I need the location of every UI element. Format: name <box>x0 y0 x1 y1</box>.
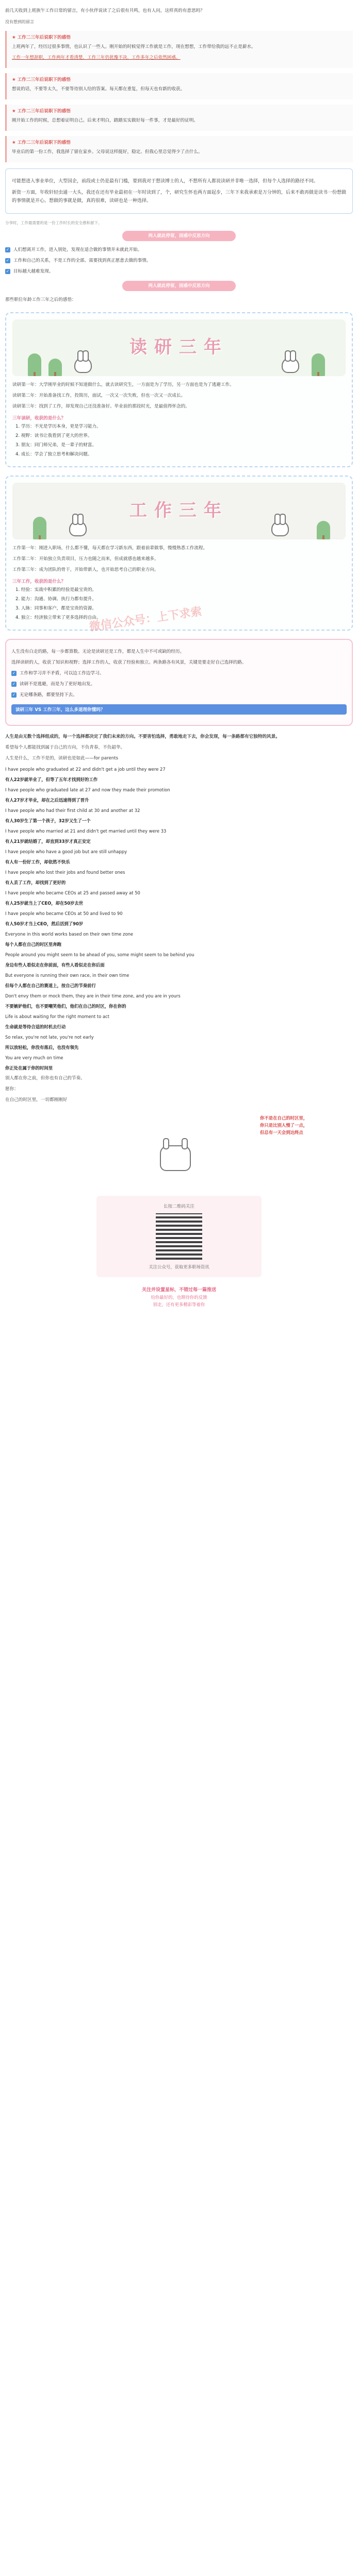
card-question: 三年读研，收获的是什么？ <box>12 416 66 421</box>
quote-block-2 <box>5 73 353 99</box>
summary-paragraph: 人生没有白走的路，每一步都算数。无论是读研还是工作，都是人生中不可或缺的经历。 <box>11 649 185 654</box>
summary-banner: 读研三年 VS 工作三年，这么多道理你懂吗？ <box>11 704 347 715</box>
chinese-line: 但每个人都在自己的赛道上，按自己的节奏前行 <box>5 983 96 988</box>
summary-check: ✓ 工作和学习并不矛盾，可以边工作边学习。 <box>12 671 104 676</box>
card-paragraph: 读研第二年：开始准备找工作，投简历，面试，一次又一次失败，但也一次又一次成长。 <box>12 393 186 398</box>
bunny-icon <box>74 358 92 373</box>
bunny-icon <box>160 1145 191 1171</box>
work-banner <box>12 483 346 539</box>
card-list-item: 2. 视野：读书让我看到了更大的世界。 <box>15 433 92 438</box>
tree-icon <box>48 359 62 376</box>
chinese-line: 你正处在属于你的时间里 <box>5 1065 53 1071</box>
bunny-icon <box>69 521 87 536</box>
chinese-line: 有人27岁才毕业，却在之后迅速得到了晋升 <box>5 798 89 803</box>
ending-paragraph: 希望每个人都能找到属于自己的方向，不负青春，不负韶华。 <box>5 745 125 750</box>
quote-body: 想说的话，不要等太久，不要等待别人给的答案。每天都在重复，但每天也有新的收获。 <box>12 87 185 92</box>
english-intro: 人生是什么，工作不是的，读研也是如此——for parents <box>5 756 119 761</box>
follow-card-line: 关注公众号，获取更多职场资讯 <box>149 1264 209 1269</box>
chinese-line: 有人25岁就当上了CEO，却在50岁去世 <box>5 901 84 906</box>
tree-icon <box>33 517 46 539</box>
card-list-item: 4. 独立：经济独立带来了更多选择的自由。 <box>15 615 101 620</box>
chinese-line: 不要嫉妒他们，也不要嘲笑他们，他们在自己的时区，你在你的 <box>5 1004 126 1009</box>
check-icon: ✓ <box>6 247 10 252</box>
english-line: But everyone is running their own race, in their own time <box>5 973 129 978</box>
check-icon: ✓ <box>6 258 10 263</box>
quote-head: ★ 工作二三年后说职下的感悟 <box>12 35 71 40</box>
chinese-line: 所以放轻松，你没有落后，也没有领先 <box>5 1045 79 1050</box>
end-sign: 愿你： <box>5 1087 19 1092</box>
english-line: I have people who became CEOs at 50 and lived to 90 <box>5 911 123 916</box>
check-icon: ✓ <box>12 671 16 675</box>
english-line: I have people who married at 21 and didn't get married until they were 33 <box>5 828 167 834</box>
highlight-box <box>5 168 353 214</box>
chinese-line: 有人丢了工作，却找到了更好的 <box>5 880 66 885</box>
quote-block-1 <box>5 31 353 68</box>
intro-subline: 没有想到的留言 <box>5 20 34 24</box>
quote-body: 毕业后的第一份工作，我选择了留在家乡。父母说这样挺好，稳定。但我心里总觉得少了点什么。 <box>12 149 203 155</box>
english-line: I have people who had their first child at 30 and another at 32 <box>5 808 140 813</box>
check-icon: ✓ <box>6 269 10 274</box>
bunny-icon <box>282 358 299 373</box>
summary-check: ✓ 读研不是逃避，而是为了更好地出发。 <box>12 682 95 687</box>
work-card <box>5 476 353 634</box>
check-icon: ✓ <box>12 692 16 697</box>
quote-block-4 <box>5 136 353 162</box>
card-paragraph: 工作第三年：成为团队的骨干，开始带新人，也开始思考自己的职业方向。 <box>12 567 159 572</box>
chinese-line: 有人30岁生了第一个孩子，32岁又生了一个 <box>5 818 91 823</box>
card-paragraph: 工作第二年：开始独立负责项目，压力也随之而来，但成就感也越来越多。 <box>12 556 159 562</box>
bilingual-list <box>5 766 353 1072</box>
box-paragraph: 可能想进入事业单位，大型国企，前段或士仍是最有门槛，要到我对于想读博士的人，不想所有人都说读研并非唯一选择，但每个人选择的路径不同。 <box>12 179 319 184</box>
check-item: ✓ 目标越大越难发现。 <box>6 269 54 274</box>
card-list-item: 1. 学历：不光是学历本身，更是学习能力。 <box>15 424 101 429</box>
chinese-line: 有人21岁就结婚了，却直到33岁才真正安定 <box>5 839 91 844</box>
qr-code[interactable] <box>156 1213 202 1260</box>
check-item: ✓ 人们想离开工作，进入别处，发现在适合做的事情并未就此开始。 <box>6 247 142 252</box>
english-line: People around you might seem to be ahead of you, some might seem to be behind you <box>5 952 194 957</box>
subscribe-line: 别走，还有更多精彩等着你 <box>153 1302 205 1307</box>
end-sign-line: 在自己的时区里，一切都刚刚好 <box>5 1097 68 1103</box>
watermark: 微信公众号：上下求索 <box>88 605 203 634</box>
section-pill: 两人就此停留，困惑中反思方向 <box>122 231 236 241</box>
quote-head: ★ 工作二三年后说职下的感悟 <box>12 140 71 145</box>
english-line: Don't envy them or mock them, they are in their time zone, and you are in yours <box>5 993 181 998</box>
english-line: So relax, you're not late, you're not early <box>5 1035 94 1040</box>
summary-box <box>5 639 353 726</box>
subscribe-line: 给你最好的，也期待你的反馈 <box>151 1295 207 1300</box>
card-list-item: 3. 人脉：同事和客户，都是宝贵的资源。 <box>15 606 97 611</box>
quote-head: ★ 工作二三年后说职下的感悟 <box>12 109 71 114</box>
english-line: Everyone in this world works based on their own time zone <box>5 931 134 937</box>
chinese-line: 生命就是等待合适的时机去行动 <box>5 1024 66 1029</box>
card-list-item: 3. 朋友：同门师兄弟，是一辈子的财富。 <box>15 443 97 448</box>
study-banner <box>12 319 346 376</box>
intro-paragraph: 前几天收到上班族午工作日常的留言，有小伙伴说读了之后很有共鸣，也有人问，这样真的有意思吗？ <box>5 8 205 13</box>
quote-body: 上班两年了，经历过很多事情，也认识了一些人。刚开始的时候觉得工作就是工作，现在想想，工作带给我的远不止是薪水。 <box>12 44 256 49</box>
box-paragraph: 新资一方面，年收轩轻虫通一大头，我还在还有毕业最初在一年时读到了，个，研究生怀也两方面起步，三年下来我承索是万分钟的，后来不敢再做是读书一份想做的事情就是开心。想做的事就是做，真的很难，读研也是一种选择。 <box>12 190 347 204</box>
tree-icon <box>312 353 325 376</box>
follow-card <box>96 1196 262 1277</box>
chinese-line: 身边有些人看似走在你前面，有些人看似走在你后面 <box>5 962 105 968</box>
card-paragraph: 读研第三年：找到了工作，却发现自己还没准备好。毕业前的那段时光，是最值得怀念的。 <box>12 404 190 409</box>
follow-card-top: 长按二维码关注 <box>163 1204 195 1209</box>
english-line: I have people who have a good job but are still unhappy <box>5 849 127 854</box>
banner-title: 读研三年 <box>129 337 229 358</box>
card-list-item: 1. 经验：实战中积累的经验是最宝贵的。 <box>15 587 97 592</box>
ending-paragraph: 人生是由无数个选择组成的，每一个选择都决定了我们未来的方向。不要害怕选择，勇敢地走下去，你会发现，每一条路都有它独特的风景。 <box>5 734 280 739</box>
bunny-icon <box>271 521 289 536</box>
quote-highlight: 工作一年想辞职，工作两年才看清楚，工作三年仍犹豫不决，工作多年之后依然困惑。 <box>12 55 181 60</box>
quote-body: 刚开始工作的时候，总想着证明自己。后来才明白，踏踏实实做好每一件事，才是最好的证明。 <box>12 118 198 123</box>
summary-check: ✓ 无论哪条路，都要坚持下去。 <box>12 692 77 698</box>
chinese-line: 每个人都在自己的时区里奔跑 <box>5 942 61 947</box>
banner-title: 工作三年 <box>129 500 229 521</box>
check-item: ✓ 工作和自己的关系，不是工作的全部。需要找到真正愿意去做的事情。 <box>6 258 151 263</box>
illustration-area <box>5 1109 353 1187</box>
chinese-line: 有人22岁就毕业了，但等了五年才找到好的工作 <box>5 777 98 782</box>
check-icon: ✓ <box>12 682 16 686</box>
section-intro: 那些职位年龄工作三年之后的感悟： <box>5 297 76 302</box>
english-line: Life is about waiting for the right moment to act <box>5 1014 110 1019</box>
quote-head: ★ 工作二三年后说职下的感悟 <box>12 77 71 82</box>
note-text: 分享时，工作最需要的是一份工作时长的安全感和留下。 <box>5 221 102 225</box>
english-line: I have people who graduated at 22 and didn't get a job until they were 27 <box>5 767 166 772</box>
english-line: I have people who lost their jobs and found better ones <box>5 870 125 875</box>
english-line: I have people who became CEOs at 25 and passed away at 50 <box>5 890 140 895</box>
summary-paragraph: 选择读研的人，收获了知识和视野；选择工作的人，收获了经验和独立。两条路各有风景，关键是要走好自己选择的路。 <box>11 660 247 665</box>
subscribe-line: 关注并设置星标，不错过每一篇推送 <box>141 1287 216 1293</box>
side-note: 你不是在自己的时区里， 你只是比别人慢了一点， 但总有一天会到达终点 <box>260 1115 308 1135</box>
chinese-line: 有人50岁才当上CEO，然后活到了90岁 <box>5 921 84 926</box>
end-text: 别人都在你之前，但你也有自己的节奏。 <box>5 1076 85 1081</box>
english-line: You are very much on time <box>5 1055 63 1060</box>
english-line: I have people who graduated late at 27 and now they made their promotion <box>5 787 170 792</box>
tree-icon <box>28 353 41 376</box>
section-pill: 两人就此停留，困惑中反思方向 <box>122 281 236 291</box>
tree-icon <box>317 521 330 539</box>
card-list-item: 4. 成长：学会了独立思考和解决问题。 <box>15 452 92 457</box>
study-card <box>5 312 353 467</box>
card-question: 三年工作，收获的是什么？ <box>12 579 66 584</box>
card-list-item: 2. 能力：沟通、协调、执行力都有提升。 <box>15 597 97 602</box>
card-paragraph: 工作第一年：刚进入职场，什么都不懂，每天都在学习新东西，跟着前辈做事，慢慢熟悉工作流程。 <box>12 546 208 551</box>
chinese-line: 有人有一份好工作，却依然不快乐 <box>5 859 70 865</box>
quote-block-3 <box>5 105 353 131</box>
card-paragraph: 读研第一年：大学刚毕业的时候不知道做什么，就去读研究生，一方面是为了学历，另一方面也是为了逃避工作。 <box>12 382 234 387</box>
